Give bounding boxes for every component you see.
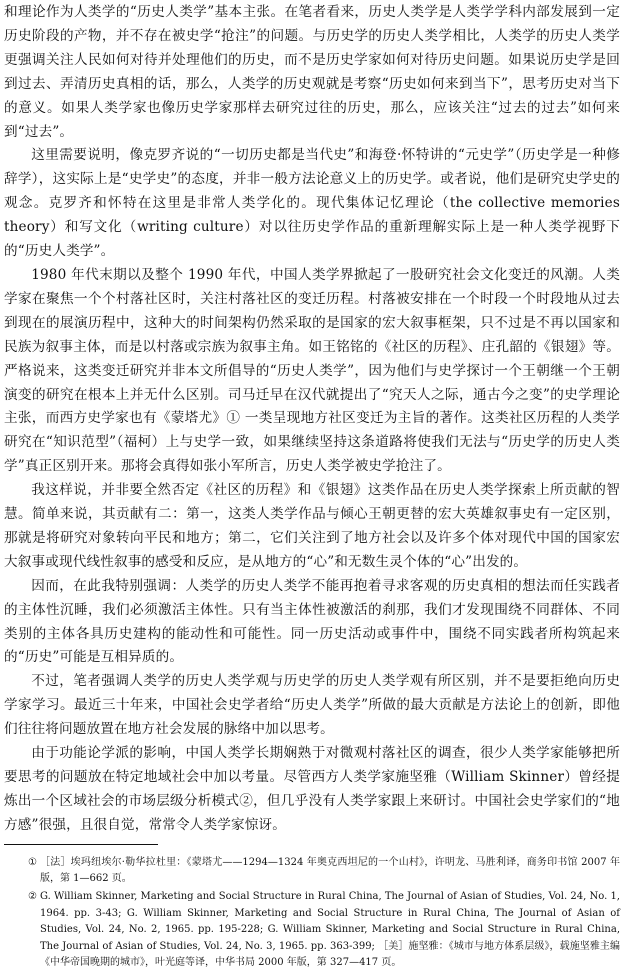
footnote-marker: ① [28, 856, 37, 868]
article-body [4, 0, 620, 838]
paragraph-5: 因而，在此我特别强调：人类学的历史人类学不能再抱着寻求客观的历史真相的想法而任实践者的主体性沉睡，我们必须激活主体性。只有当主体性被激活的刹那，我们才发现围绕不同群体、不同类别的主体各具历史建构的能动性和可能性。同一历史活动或事件中，围绕不同实践者所构筑起来的“历史”可能是互相异质的。 [4, 577, 620, 666]
paragraph-1: 和理论作为人类学的“历史人类学”基本主张。在笔者看来，历史人类学是人类学学科内部发展到一定历史阶段的产物，并不存在被史学“抢注”的问题。与历史学的历史人类学相比，人类学的历史人类学更强调关注人民如何对待并处理他们的历史，而不是历史学家如何对待历史问题。如果说历史学是回到过去、弄清历史真相的话，那么，人类学的历史观就是考察“历史如何来到当下”，思考历史对当下的意义。如果人类学家也像历史学家那样去研究过往的历史，那么，应该关注“过去的过去”如何来到“过去”。 [4, 4, 620, 140]
footnote-2 [6, 889, 620, 972]
paragraph-2: 这里需要说明，像克罗齐说的“一切历史都是当代史”和海登·怀特讲的“元史学”（历史学是一种修辞学），这实际上是“史学史”的态度，并非一般方法论意义上的历史学。或者说，他们是研究史学史的观念。克罗齐和怀特在这里是非常人类学化的。现代集体记忆理论（the collective memories theory）和写文化（writing culture）对以往历史学作品的重新理解实际上是一种人类学视野下的“历史人类学”。 [4, 147, 620, 260]
footnote-marker: ② [28, 890, 37, 902]
footnote-divider [4, 844, 158, 845]
paragraph-4: 我这样说，并非要全然否定《社区的历程》和《银翅》这类作品在历史人类学探索上所贡献的智慧。简单来说，其贡献有二：第一，这类人类学作品与倾心王朝更替的宏大英雄叙事史有一定区别，那就是将研究对象转向平民和地方；第二，它们关注到了地方社会以及许多个体对现代中国的国家宏大叙事或现代线性叙事的感受和反应，是从地方的“心”和无数生灵个体的“心”出发的。 [4, 482, 620, 570]
footnotes [4, 855, 620, 972]
footnote-text: ［法］埃玛纽埃尔·勒华拉杜里：《蒙塔尤——1294—1324 年奥克西坦尼的一个山村》，许明龙、马胜利译，商务印书馆 2007 年版，第 1—662 页。 [40, 856, 620, 885]
footnote-text: G. William Skinner, Marketing and Social Structure in Rural China, The Journal of Asian of Studies, Vol. 24, No. 1, 1964. pp. 3-43; G. William Skinner, Marketing and Social Structure in Rural China, The Journal of Asian of Studies, Vol. 24, No. 2, 1965. pp. 195-228; G. William Skinner, Marketing and Social Structure in Rural China, The Journal of Asian of Studies, Vol. 24, No. 3, 1965. pp. 363-399; ［美］施坚雅：《城市与地方体系层级》，载施坚雅主编《中华帝国晚期的城市》，叶光庭等译，中华书局 2000 年版，第 327—417 页。 [40, 890, 620, 969]
paragraph-3: 1980 年代末期以及整个 1990 年代，中国人类学界掀起了一股研究社会文化变迁的风潮。人类学家在聚焦一个个村落社区时，关注村落社区的变迁历程。村落被安排在一个时段一个时段地从过去到现在的展演历程中，这种大的时间架构仍然采取的是国家的宏大叙事框架，只不过是不再以国家和民族为叙事主体，而是以村落或宗族为叙事主角。如王铭铭的《社区的历程》、庄孔韶的《银翅》等。严格说来，这类变迁研究并非本文所倡导的“历史人类学”，因为他们与史学探讨一个王朝继一个王朝演变的研究在根本上并无什么区别。司马迁早在汉代就提出了“究天人之际，通古今之变”的史学理论主张，而西方史学家也有《蒙塔尤》① 一类呈现地方社区变迁为主旨的著作。这类社区历程的人类学研究在“知识范型”（福柯）上与史学一致，如果继续坚持这条道路将使我们无法与“历史学的历史人类学”真正区别开来。那将会真得如张小军所言，历史人类学被史学抢注了。 [4, 266, 620, 475]
paragraph-7: 由于功能论学派的影响，中国人类学长期娴熟于对微观村落社区的调查，很少人类学家能够把所要思考的问题放在特定地域社会中加以考量。尽管西方人类学家施坚雅（William Skinner）曾经提炼出一个区域社会的市场层级分析模式②，但几乎没有人类学家跟上来研讨。中国社会史学家们的“地方感”很强，且很自觉，常常令人类学家惊讶。 [4, 745, 620, 833]
paragraph-6: 不过，笔者强调人类学的历史人类学观与历史学的历史人类学观有所区别，并不是要拒绝向历史学家学习。最近三十年来，中国社会史学者给“历史人类学”所做的最大贡献是方法论上的创新，即他们往往将问题放置在地方社会发展的脉络中加以思考。 [4, 673, 620, 738]
footnote-1 [6, 855, 620, 888]
